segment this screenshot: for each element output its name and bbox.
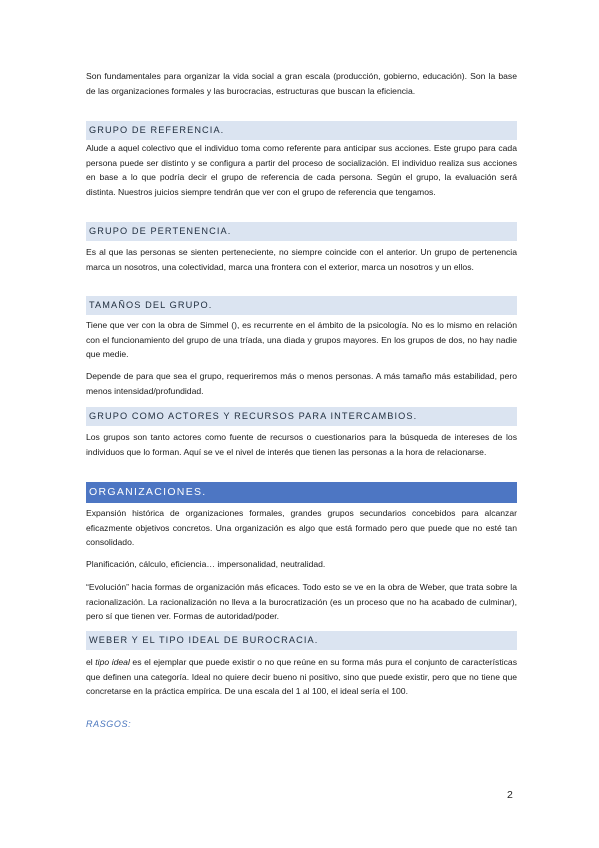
tipo-ideal-term: tipo ideal (95, 657, 130, 667)
section-heading-weber-tipo-ideal: WEBER Y EL TIPO IDEAL DE BUROCRACIA. (86, 631, 517, 650)
rasgos-subheading: RASGOS: (86, 719, 132, 729)
page-number: 2 (507, 789, 513, 801)
tamanos-paragraph-2: Depende de para que sea el grupo, requeriremos más o menos personas. A más tamaño más estabilidad, pero menos intensidad/profundidad. (86, 371, 517, 396)
intro-paragraph: Son fundamentales para organizar la vida social a gran escala (producción, gobierno, educación). Son la base de las organizaciones formales y las burocracias, estructuras que buscan la eficiencia. (86, 71, 517, 96)
organizaciones-paragraph-2: Planificación, cálculo, eficiencia… impersonalidad, neutralidad. (86, 559, 326, 569)
section-heading-organizaciones: ORGANIZACIONES. (86, 482, 517, 503)
section-heading-tamanos-grupo: TAMAÑOS DEL GRUPO. (86, 296, 517, 315)
weber-paragraph (86, 655, 517, 699)
tamanos-paragraph-1: Tiene que ver con la obra de Simmel (), es recurrente en el ámbito de la psicología. No es lo mismo en relación con el funcionamiento del grupo de una tríada, una diada y grupos mayores. En los grupos de dos, no hay nadie que medie. (86, 320, 517, 359)
section-heading-grupo-actores: GRUPO COMO ACTORES Y RECURSOS PARA INTERCAMBIOS. (86, 407, 517, 426)
section-heading-grupo-referencia: GRUPO DE REFERENCIA. (86, 121, 517, 140)
section-heading-grupo-pertenencia: GRUPO DE PERTENENCIA. (86, 222, 517, 241)
weber-text-pre: el (86, 657, 96, 667)
pertenencia-paragraph: Es al que las personas se sienten perteneciente, no siempre coincide con el anterior. Un grupo de pertenencia marca un nosotros, una colectividad, marca una frontera con el exterior, marca un nosotros y un ellos. (86, 247, 517, 272)
organizaciones-paragraph-1: Expansión histórica de organizaciones formales, grandes grupos secundarios concebidos para alcanzar eficazmente objetivos concretos. Una organización es algo que está formado pero que puede que no esté tan consolidado. (86, 508, 517, 547)
actores-paragraph: Los grupos son tanto actores como fuente de recursos o cuestionarios para la búsqueda de intereses de los individuos que lo forman. Aquí se ve el nivel de interés que tienen las personas a la hora de relacionarse. (86, 432, 517, 457)
weber-text-post: es el ejemplar que puede existir o no que reúne en su forma más pura el conjunto de características que definen una categoría. Ideal no quiere decir bueno ni positivo, sino que puede existir, pero que no tiene que concretarse en la práctica empírica. De una escala del 1 al 100, el ideal sería el 100. (86, 657, 518, 696)
organizaciones-paragraph-3: “Evolución” hacia formas de organización más eficaces. Todo esto se ve en la obra de Weber, que trata sobre la racionalización. La racionalización no lleva a la burocratización (es un proceso que no ha acabado de culminar), pero sí que tienen ver. Formas de autoridad/poder. (86, 582, 517, 621)
referencia-paragraph: Alude a aquel colectivo que el individuo toma como referente para anticipar sus acciones. Este grupo para cada persona puede ser distinto y se configura a partir del proceso de socialización. El individuo realiza sus acciones en base a lo que podría decir el grupo de referencia de cada persona. Según el grupo, la evaluación será distinta. Nuestros juicios siempre tendrán que ver con el grupo de referencia que tengamos. (86, 143, 517, 197)
